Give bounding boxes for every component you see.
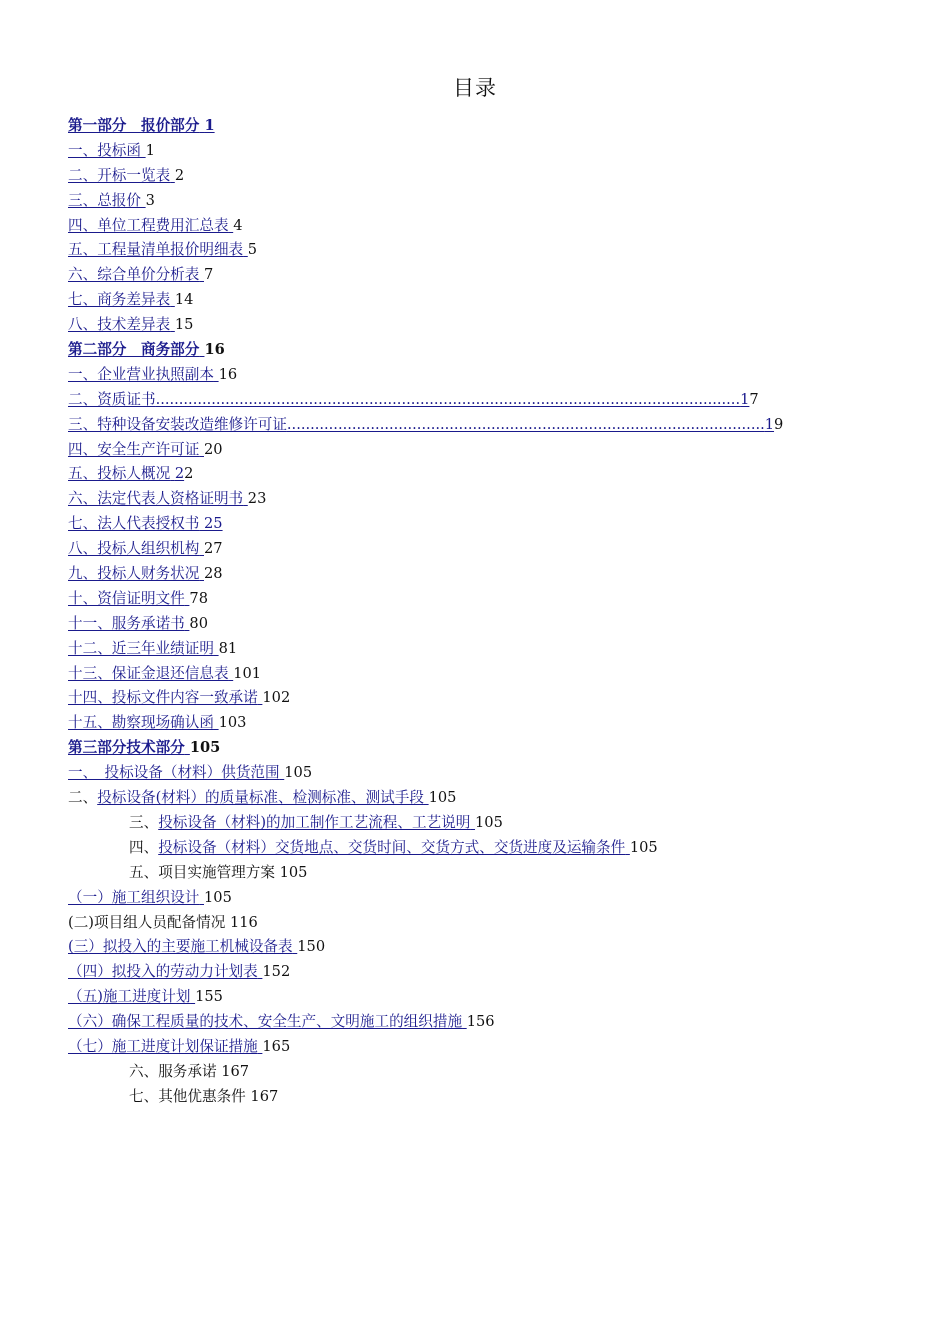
toc-entry-link[interactable]: （一）施工组织设计 (68, 888, 200, 906)
toc-entry[interactable] (68, 462, 888, 487)
toc-page-number: 105 (284, 764, 313, 782)
toc-page-number: 105 (428, 789, 457, 807)
toc-entry-link[interactable]: 三、总报价 (68, 191, 141, 209)
toc-page-number: 105 (475, 813, 503, 831)
toc-entry-link[interactable]: 四、安全生产许可证 (68, 440, 200, 458)
toc-page-number: 20 (204, 440, 223, 458)
toc-entry-link[interactable]: 九、投标人财务状况 (68, 565, 200, 583)
toc-entry[interactable] (68, 686, 888, 711)
toc-page-number-rest: 7 (749, 390, 759, 408)
toc-entry[interactable] (68, 786, 888, 811)
toc-page-number: 1 (145, 141, 155, 159)
toc-section-heading[interactable] (68, 338, 888, 363)
toc-entry-link[interactable]: 六、综合单价分析表 (68, 266, 200, 284)
toc-page-number: 167 (221, 1062, 250, 1080)
toc-entry-link[interactable]: 十四、投标文件内容一致承诺 (68, 689, 258, 707)
toc-entry[interactable] (68, 164, 888, 189)
toc-entry-link[interactable]: (三）拟投入的主要施工机械设备表 (68, 938, 293, 956)
toc-entry[interactable] (68, 413, 888, 438)
toc-entry[interactable] (68, 388, 888, 413)
toc-entry[interactable] (68, 587, 888, 612)
toc-entry-link[interactable]: （四）拟投入的劳动力计划表 (68, 963, 258, 981)
toc-entry[interactable] (68, 886, 888, 911)
toc-entry[interactable] (68, 935, 888, 960)
toc-leader-dots[interactable]: ....................................................................................................... (286, 415, 765, 433)
toc-entry-link[interactable]: 投标设备(材料）的质量标准、检测标准、测试手段 (97, 789, 424, 807)
toc-page-number-rest: 2 (184, 465, 194, 483)
toc-entry[interactable] (68, 288, 888, 313)
toc-entry-link[interactable]: 二、资质证书 (68, 390, 156, 408)
toc-page-number: 4 (233, 216, 243, 234)
toc-entry[interactable] (68, 313, 888, 338)
toc-page-number[interactable] (199, 515, 222, 532)
toc-page-number[interactable] (199, 117, 214, 134)
toc-entry[interactable] (68, 363, 888, 388)
toc-entry-link[interactable]: 六、法定代表人资格证明书 (68, 490, 244, 508)
toc-entry[interactable] (68, 1010, 888, 1035)
toc-page-number: 150 (297, 938, 326, 956)
toc-page-number: 7 (204, 266, 214, 284)
toc-page-number: 102 (262, 689, 291, 707)
toc-section-heading[interactable] (68, 736, 888, 761)
toc-entry[interactable] (68, 238, 888, 263)
toc-entry-link[interactable]: 一、 投标设备（材料）供货范围 (68, 764, 280, 782)
toc-entry[interactable] (68, 985, 888, 1010)
toc-entry-link[interactable]: 十二、近三年业绩证明 (68, 639, 214, 657)
toc-entry-link[interactable]: 四、单位工程费用汇总表 (68, 216, 229, 234)
toc-entry-link[interactable]: 一、投标函 (68, 141, 141, 159)
toc-entry-link[interactable]: 十一、服务承诺书 (68, 614, 185, 632)
toc-page-number: 105 (204, 888, 232, 906)
toc-entry[interactable] (68, 263, 888, 288)
toc-entry-link[interactable]: 七、法人代表授权书 (68, 515, 200, 533)
toc-entry-label: 七、其他优惠条件 (129, 1087, 246, 1105)
toc-page-number: 105 (279, 863, 308, 881)
toc-entry-link[interactable]: 十三、保证金退还信息表 (68, 664, 229, 682)
toc-page-number: 80 (189, 614, 208, 632)
toc-entry-link[interactable]: 八、投标人组织机构 (68, 540, 200, 558)
toc-page-number: 103 (218, 714, 247, 732)
toc-entry-label: 五、项目实施管理方案 (129, 863, 275, 881)
toc-entry (68, 1060, 888, 1085)
toc-entry[interactable] (68, 562, 888, 587)
toc-page-number-value[interactable]: 25 (204, 515, 223, 533)
toc-entry-link[interactable]: （五)施工进度计划 (68, 988, 191, 1006)
toc-entry-link[interactable]: （七）施工进度计划保证措施 (68, 1037, 258, 1055)
toc-page-number: 5 (247, 241, 258, 259)
toc-entry[interactable] (68, 612, 888, 637)
toc-page-number: 16 (204, 341, 225, 359)
table-of-contents (68, 114, 888, 1110)
toc-page-number-linked-part[interactable]: 2 (174, 465, 185, 483)
toc-entry (68, 861, 888, 886)
toc-page-number: 167 (250, 1087, 279, 1105)
toc-entry[interactable] (68, 512, 888, 537)
toc-entry[interactable] (68, 662, 888, 687)
toc-page-number: 165 (262, 1037, 291, 1055)
toc-entry[interactable] (68, 214, 888, 239)
toc-page-number: 78 (189, 589, 208, 607)
toc-entry[interactable] (68, 189, 888, 214)
toc-page-number: 105 (629, 838, 658, 856)
toc-entry[interactable] (68, 1035, 888, 1060)
toc-entry-label: 六、服务承诺 (129, 1062, 217, 1080)
toc-entry[interactable] (68, 487, 888, 512)
toc-entry[interactable] (68, 711, 888, 736)
toc-entry-link[interactable]: 第一部分 报价部分 (68, 117, 200, 134)
toc-entry[interactable] (68, 960, 888, 985)
toc-page-number: 28 (204, 565, 223, 583)
toc-entry-link[interactable]: 七、商务差异表 (68, 291, 171, 309)
toc-entry[interactable] (68, 637, 888, 662)
toc-page-number: 15 (174, 316, 194, 334)
toc-entry-link[interactable]: 第二部分 商务部分 (68, 341, 200, 359)
toc-entry-link[interactable]: 第三部分技术部分 (68, 739, 185, 757)
toc-entry-prefix: 三、 (129, 813, 159, 831)
toc-page-number: 155 (195, 988, 223, 1006)
page-title: 目录 (453, 76, 497, 100)
toc-page-number: 16 (218, 365, 238, 383)
toc-entry-link[interactable]: 五、投标人概况 (68, 465, 171, 483)
toc-entry-link[interactable]: 一、企业营业执照副本 (68, 365, 214, 383)
toc-page-number-linked-part[interactable]: 1 (740, 390, 750, 408)
toc-entry (68, 1085, 888, 1110)
toc-entry-link[interactable]: 五、工程量清单报价明细表 (68, 241, 244, 259)
toc-leader-dots[interactable]: .............................................................................................................................. (155, 390, 741, 408)
toc-page-number: 14 (174, 291, 194, 309)
toc-page-number-linked-part[interactable]: 1 (764, 415, 775, 433)
toc-page-number: 105 (189, 739, 221, 757)
toc-entry[interactable] (68, 139, 888, 164)
toc-entry-link[interactable]: 八、技术差异表 (68, 316, 171, 334)
toc-entry-link[interactable]: 三、特种设备安装改造维修许可证 (68, 415, 287, 433)
toc-page-number: 27 (204, 540, 223, 558)
toc-entry-prefix: 四、 (129, 838, 159, 856)
toc-entry-link[interactable]: （六）确保工程质量的技术、安全生产、文明施工的组织措施 (68, 1013, 463, 1031)
toc-page-number: 2 (174, 166, 185, 184)
toc-page-number-value[interactable]: 1 (204, 117, 215, 134)
toc-entry[interactable] (68, 537, 888, 562)
toc-section-heading[interactable] (68, 114, 888, 139)
toc-entry[interactable] (68, 811, 888, 836)
toc-entry (68, 911, 888, 936)
toc-page-number: 23 (247, 490, 267, 508)
toc-entry-link[interactable]: 投标设备（材料)的加工制作工艺流程、工艺说明 (158, 813, 471, 831)
toc-entry-link[interactable]: 投标设备（材料）交货地点、交货时间、交货方式、交货进度及运输条件 (158, 838, 626, 856)
toc-page-number: 116 (229, 913, 258, 931)
toc-entry[interactable] (68, 438, 888, 463)
toc-entry[interactable] (68, 761, 888, 786)
toc-page-number-rest: 9 (774, 415, 784, 433)
toc-entry-link[interactable]: 二、开标一览表 (68, 166, 171, 184)
toc-entry-label: (二)项目组人员配备情况 (68, 913, 226, 931)
toc-entry-prefix: 二、 (68, 789, 98, 807)
toc-entry[interactable] (68, 836, 888, 861)
toc-page-number: 3 (145, 191, 155, 209)
toc-page-number: 156 (466, 1013, 495, 1031)
toc-page-number: 81 (218, 639, 238, 657)
toc-page-number: 101 (233, 664, 262, 682)
toc-entry-link[interactable]: 十五、勘察现场确认函 (68, 714, 214, 732)
toc-entry-link[interactable]: 十、资信证明文件 (68, 589, 185, 607)
toc-page-number: 152 (262, 963, 291, 981)
